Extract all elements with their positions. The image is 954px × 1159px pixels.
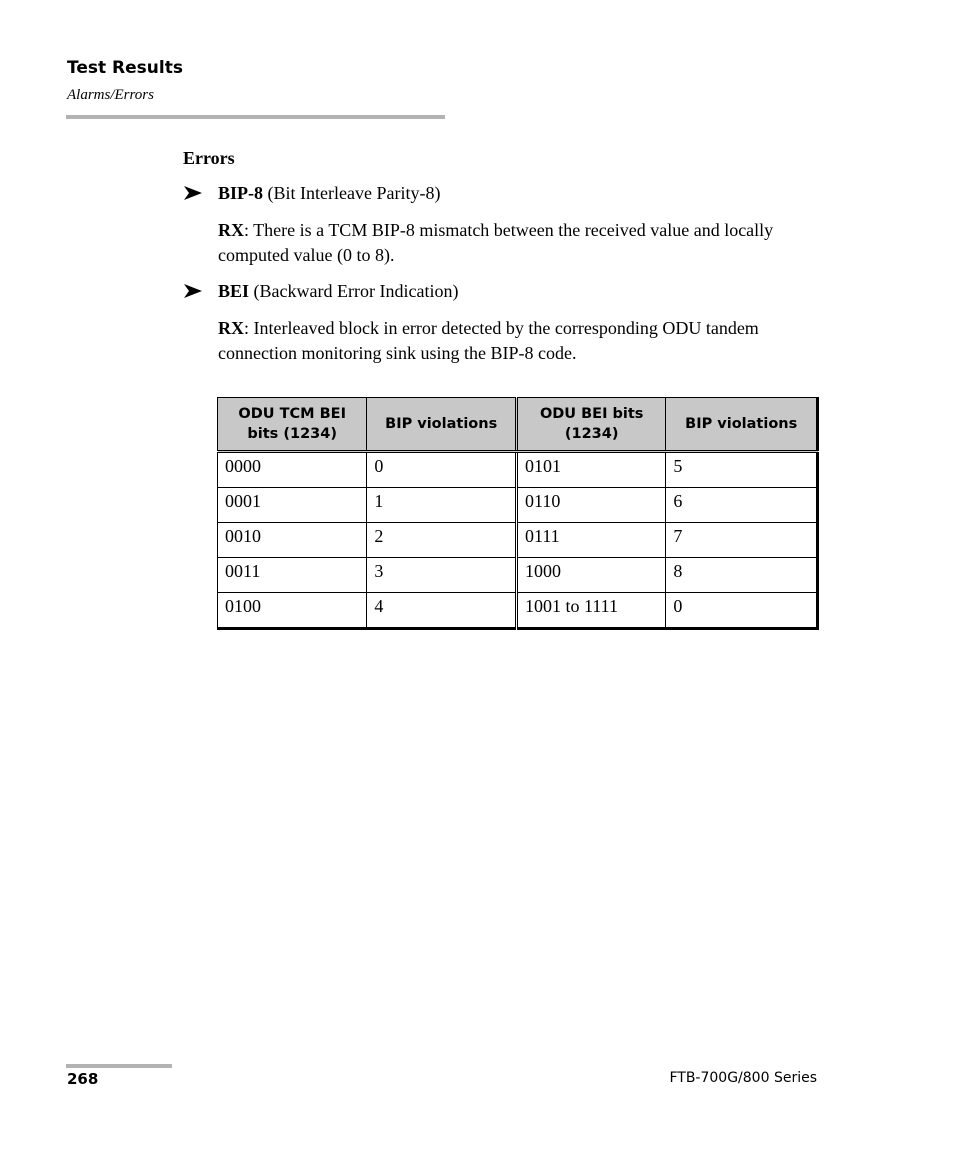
page-header-subtitle: Alarms/Errors bbox=[67, 87, 154, 103]
bip-violations-table bbox=[217, 397, 819, 630]
table-cell: 0001 bbox=[218, 488, 367, 523]
table-cell: 0111 bbox=[516, 523, 665, 558]
table-header-row bbox=[218, 398, 818, 452]
item-rx-paragraph bbox=[218, 316, 808, 366]
item-description: (Backward Error Indication) bbox=[253, 281, 459, 301]
table-cell: 0 bbox=[367, 452, 517, 488]
table-row bbox=[218, 452, 818, 488]
table-cell: 3 bbox=[367, 558, 517, 593]
page-header-title: Test Results bbox=[67, 58, 183, 78]
page-number: 268 bbox=[67, 1070, 99, 1088]
footer-divider bbox=[66, 1064, 172, 1068]
section-title: Errors bbox=[183, 148, 235, 168]
table-cell: 1001 to 1111 bbox=[516, 593, 665, 629]
table-cell: 0011 bbox=[218, 558, 367, 593]
table-cell: 2 bbox=[367, 523, 517, 558]
table-cell: 0010 bbox=[218, 523, 367, 558]
arrow-bullet-icon bbox=[183, 185, 203, 201]
table-row bbox=[218, 488, 818, 523]
item-description: (Bit Interleave Parity-8) bbox=[267, 183, 441, 203]
rx-label: RX bbox=[218, 318, 244, 338]
item-term: BEI bbox=[218, 281, 250, 301]
table-cell: 0100 bbox=[218, 593, 367, 629]
column-header: BIP violations bbox=[367, 398, 517, 452]
table-cell: 0101 bbox=[516, 452, 665, 488]
table-cell: 1000 bbox=[516, 558, 665, 593]
table-cell: 5 bbox=[666, 452, 818, 488]
item-rx-paragraph bbox=[218, 218, 808, 268]
header-divider bbox=[66, 115, 445, 119]
column-header: ODU TCM BEI bits (1234) bbox=[218, 398, 367, 452]
arrow-bullet-icon bbox=[183, 283, 203, 299]
rx-text: : There is a TCM BIP-8 mismatch between the received value and locally computed value (0 to 8). bbox=[218, 220, 774, 265]
table-cell: 4 bbox=[367, 593, 517, 629]
table-row bbox=[218, 558, 818, 593]
table-cell: 8 bbox=[666, 558, 818, 593]
rx-text: : Interleaved block in error detected by the corresponding ODU tandem connection monitoring sink using the BIP-8 code. bbox=[218, 318, 759, 363]
table-row bbox=[218, 593, 818, 629]
table-cell: 0000 bbox=[218, 452, 367, 488]
table-cell: 6 bbox=[666, 488, 818, 523]
document-name: FTB-700G/800 Series bbox=[669, 1070, 817, 1086]
column-header: ODU BEI bits (1234) bbox=[516, 398, 665, 452]
item-term: BIP-8 bbox=[218, 183, 263, 203]
table-cell: 0110 bbox=[516, 488, 665, 523]
table-cell: 1 bbox=[367, 488, 517, 523]
table-row bbox=[218, 523, 818, 558]
table-cell: 0 bbox=[666, 593, 818, 629]
table-cell: 7 bbox=[666, 523, 818, 558]
column-header: BIP violations bbox=[666, 398, 818, 452]
rx-label: RX bbox=[218, 220, 244, 240]
